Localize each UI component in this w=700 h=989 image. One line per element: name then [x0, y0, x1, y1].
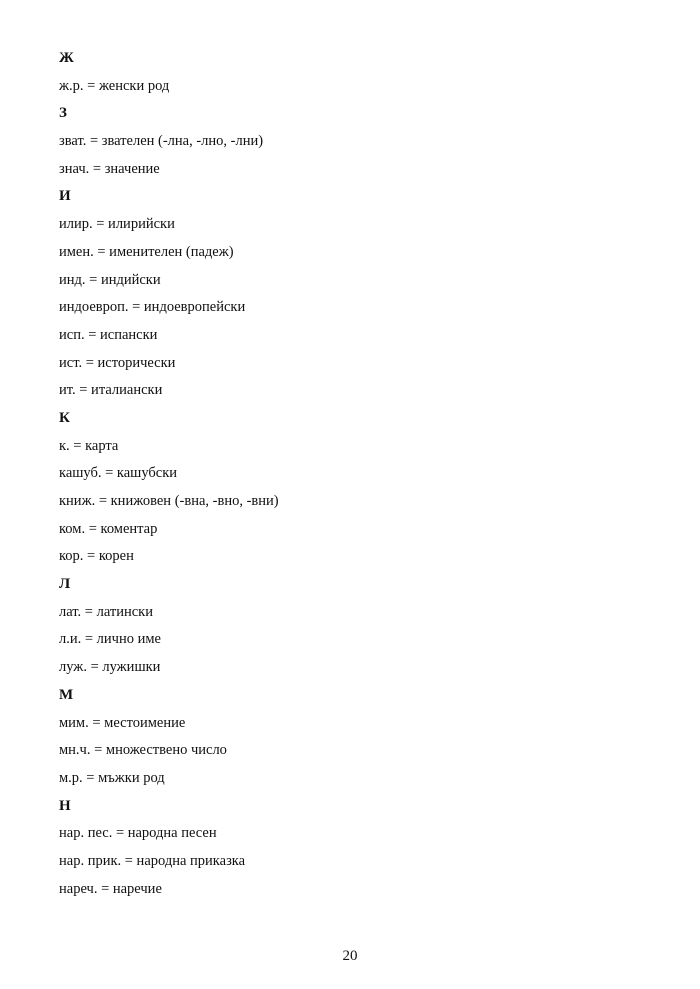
abbreviation-entry: зват. = звателен (-лна, -лно, -лни) — [59, 133, 264, 150]
section-letter-heading: Н — [59, 797, 71, 814]
abbreviation-entry: м.р. = мъжки род — [59, 769, 165, 786]
abbreviation-entry: знач. = значение — [59, 160, 160, 177]
section-letter-heading: З — [59, 105, 67, 122]
abbreviation-entry: нар. пес. = народна песен — [59, 825, 217, 842]
page-number: 20 — [342, 948, 358, 964]
abbreviation-entry: к. = карта — [59, 437, 119, 454]
abbreviation-entry: нар. прик. = народна приказка — [59, 852, 246, 869]
abbreviation-entry: индоевроп. = индоевропейски — [59, 299, 246, 316]
abbreviation-entry: луж. = лужишки — [59, 659, 161, 676]
abbreviation-entry: имен. = именителен (падеж) — [59, 243, 234, 260]
abbreviation-entry: л.и. = лично име — [59, 631, 161, 648]
abbreviation-entry: ж.р. = женски род — [59, 77, 170, 94]
abbreviation-entry: инд. = индийски — [59, 271, 161, 288]
section-letter-heading: М — [59, 686, 74, 703]
abbreviation-entry: ист. = исторически — [59, 354, 176, 371]
abbreviation-entry: ит. = италиански — [59, 382, 163, 399]
section-letter-heading: Ж — [59, 50, 74, 66]
abbreviation-entry: исп. = испански — [59, 326, 158, 343]
abbreviation-entry: илир. = илирийски — [59, 216, 175, 233]
abbreviation-list — [59, 45, 659, 903]
abbreviation-entry: ком. = коментар — [59, 520, 158, 537]
abbreviation-entry: лат. = латински — [59, 603, 153, 620]
section-letter-heading: К — [59, 409, 70, 426]
abbreviation-entry: книж. = книжовен (-вна, -вно, -вни) — [59, 493, 279, 509]
abbreviation-entry: кашуб. = кашубски — [59, 465, 178, 482]
section-letter-heading: И — [59, 188, 71, 205]
section-letter-heading: Л — [59, 576, 71, 593]
abbreviation-entry: мим. = местоимение — [59, 714, 186, 731]
abbreviation-entry: нареч. = наречие — [59, 880, 162, 897]
abbreviation-entry: кор. = корен — [59, 548, 134, 565]
abbreviation-entry: мн.ч. = множествено число — [59, 742, 227, 759]
